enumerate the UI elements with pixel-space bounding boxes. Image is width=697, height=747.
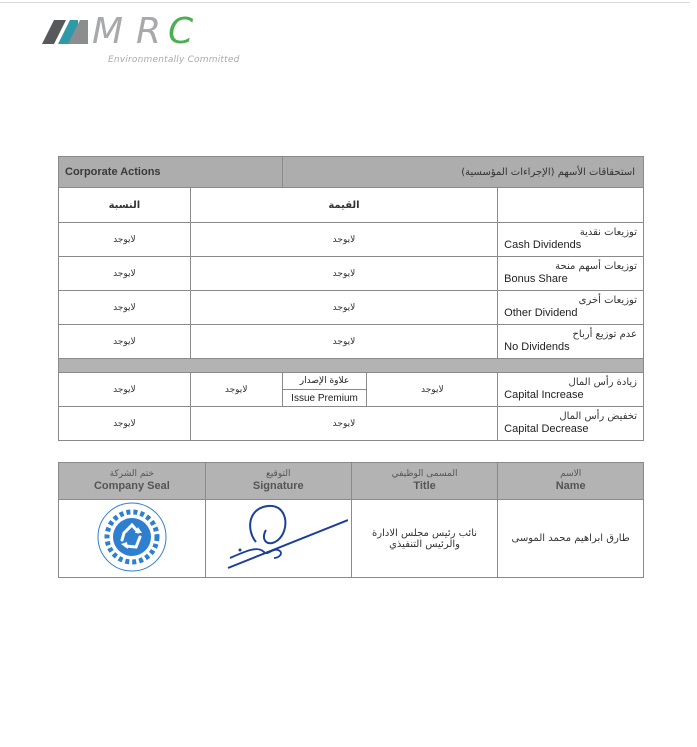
corporate-actions-table: [58, 156, 644, 441]
signature-header-en: Signature: [252, 479, 304, 492]
table-row: [59, 291, 644, 325]
row-label: [498, 257, 644, 291]
corporate-actions-title-ar: استحقاقات الأسهم (الإجراءات المؤسسية): [282, 157, 643, 188]
row-label-ar: توزيعات أسهم منحة: [555, 261, 637, 273]
value-cell: لايوجد: [190, 223, 497, 257]
row-label: [498, 223, 644, 257]
value-cell: لايوجد: [190, 291, 497, 325]
ratio-cell: لايوجد: [59, 373, 191, 407]
value-cell: لايوجد: [190, 257, 497, 291]
row-label: [498, 325, 644, 359]
name-cell: طارق ابراهيم محمد الموسى: [498, 500, 644, 578]
signature-header-ar: التوقيع: [266, 468, 291, 479]
row-label-ar: توزيعات نقدية: [579, 227, 637, 239]
svg-text:M: M: [92, 11, 126, 52]
signature-cell: [205, 500, 351, 578]
seal-header-en: Company Seal: [93, 479, 170, 492]
row-label-en: No Dividends: [504, 340, 570, 353]
name-header-en: Name: [555, 479, 586, 492]
name-header: [498, 463, 644, 500]
table-row: [59, 325, 644, 359]
row-label-ar: زيادة رأس المال: [568, 377, 637, 389]
ratio-cell: لايوجد: [59, 257, 191, 291]
value-header: القيمة: [190, 188, 497, 223]
signature-header-row: [59, 463, 644, 500]
signature-body-row: [59, 500, 644, 578]
svg-text:C: C: [168, 11, 194, 52]
ratio-cell: لايوجد: [59, 291, 191, 325]
issue-premium-cell: [282, 373, 367, 407]
title-header-ar: المسمى الوظيفي: [391, 468, 458, 479]
title-header-en: Title: [413, 479, 436, 492]
corporate-actions-title-en: Corporate Actions: [59, 157, 283, 188]
title-line-1: نائب رئيس مجلس الادارة: [372, 527, 478, 539]
row-label: [498, 373, 644, 407]
table-row: [59, 223, 644, 257]
row-label-en: Capital Increase: [504, 388, 584, 401]
table-row: [59, 257, 644, 291]
issue-premium-label-en: Issue Premium: [283, 390, 367, 407]
company-seal-cell: [59, 500, 206, 578]
title-header: [351, 463, 498, 500]
row-label-en: Capital Decrease: [504, 422, 589, 435]
row-label-en: Cash Dividends: [504, 238, 582, 251]
row-label-en: Bonus Share: [504, 272, 568, 285]
seal-header-ar: ختم الشركة: [109, 468, 155, 479]
ratio-header: النسبة: [59, 188, 191, 223]
signature-table: [58, 462, 644, 578]
ratio-cell: لايوجد: [59, 325, 191, 359]
capital-decrease-row: [59, 407, 644, 441]
issue-premium-label-ar: علاوة الإصدار: [283, 373, 367, 390]
capital-increase-row: [59, 373, 644, 407]
ratio-cell: لايوجد: [59, 223, 191, 257]
title-cell: [351, 500, 498, 578]
row-label: [498, 407, 644, 441]
row-label-en: Other Dividend: [504, 306, 578, 319]
company-seal-image: [90, 500, 174, 574]
row-label-ar: توزيعات أخرى: [578, 295, 637, 307]
signature-header: [205, 463, 351, 500]
corporate-actions-header-band: [59, 157, 644, 188]
logo-tagline: Environmentally Committed: [108, 55, 240, 65]
value-cell: لايوجد: [190, 407, 497, 441]
label-header-empty: [498, 188, 644, 223]
title-line-2: والرئيس التنفيذي: [389, 538, 461, 550]
row-label: [498, 291, 644, 325]
section-separator: [59, 359, 644, 373]
value-cell: لايوجد: [190, 325, 497, 359]
row-label-ar: تخفيض رأس المال: [559, 411, 637, 423]
top-border-line: [0, 2, 690, 3]
premium-value-cell: لايوجد: [190, 373, 282, 407]
ratio-cell: لايوجد: [59, 407, 191, 441]
handwritten-signature: [208, 500, 348, 574]
svg-text:R: R: [136, 11, 162, 52]
name-header-ar: الاسم: [560, 468, 582, 479]
value-cell: لايوجد: [367, 373, 498, 407]
row-label-ar: عدم توزيع أرباح: [572, 329, 637, 341]
seal-header: [59, 463, 206, 500]
issue-premium-inner-table: [283, 373, 367, 406]
